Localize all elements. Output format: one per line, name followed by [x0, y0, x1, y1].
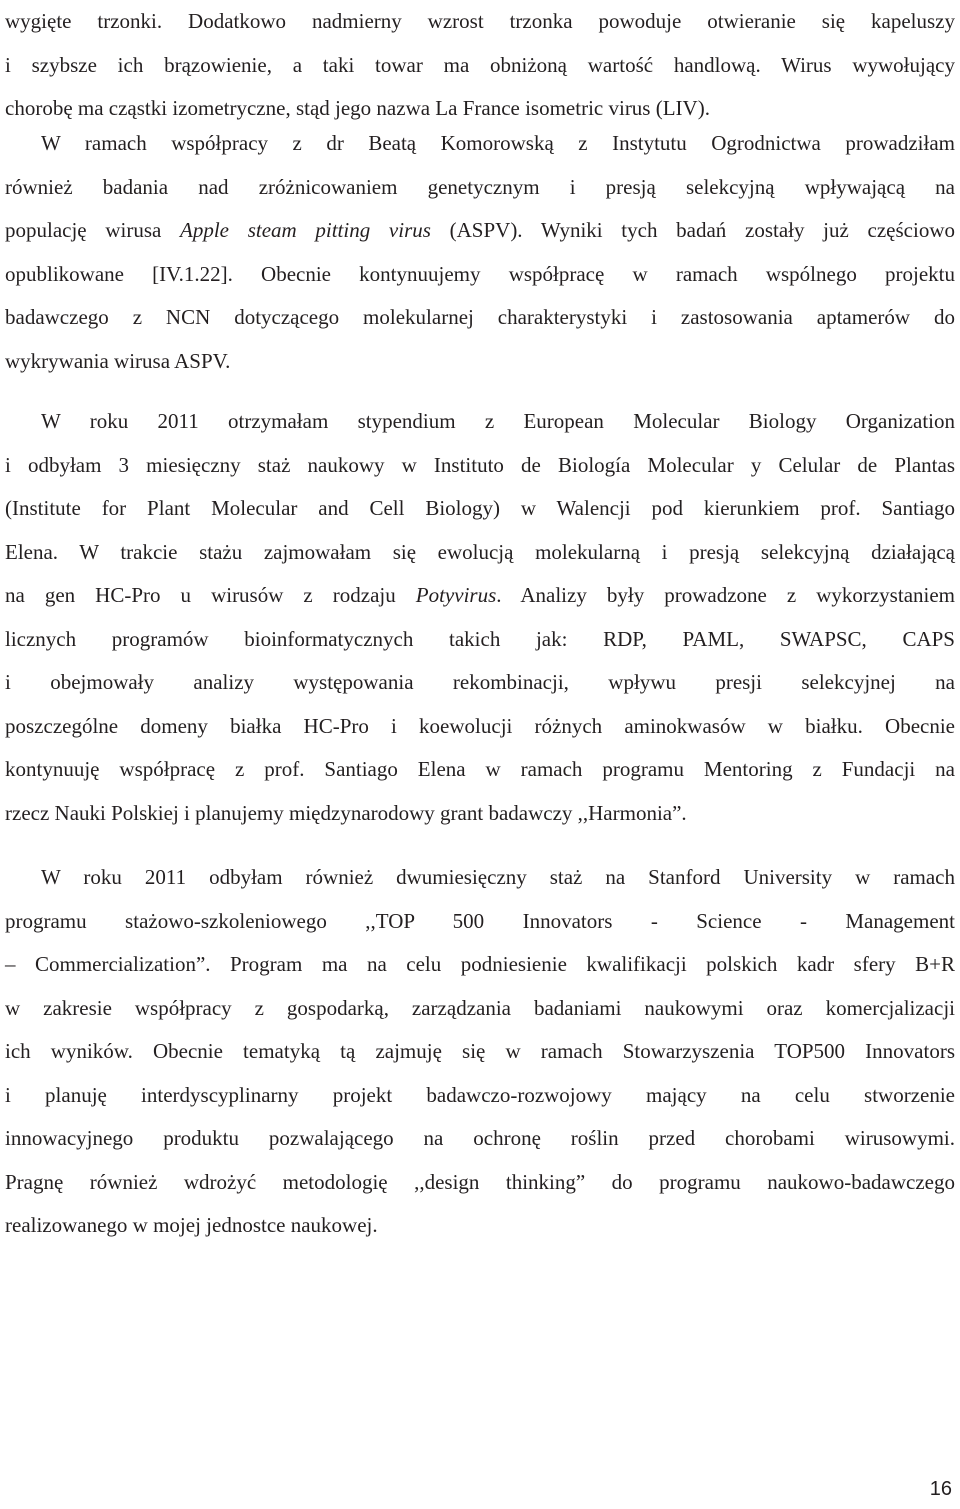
text-line: poszczególne domeny białka HC-Pro i koewolucji różnych aminokwasów w białku. Obecnie [5, 713, 955, 738]
text-line: realizowanego w mojej jednostce naukowej. [5, 1213, 378, 1237]
text-line: opublikowane [IV.1.22]. Obecnie kontynuujemy współpracę w ramach wspólnego projektu [5, 261, 955, 286]
text-line [5, 574, 955, 618]
paragraph-3 [5, 400, 955, 835]
text-line: W roku 2011 otrzymałam stypendium z European Molecular Biology Organization [41, 409, 955, 433]
text-line: i szybsze ich brązowienie, a taki towar ma obniżoną wartość handlową. Wirus wywołujący [5, 52, 955, 77]
text-line: Elena. W trakcie stażu zajmowałam się ewolucją molekularną i presją selekcyjną działającą [5, 539, 955, 564]
text-line: w zakresie współpracy z gospodarką, zarządzania badaniami naukowymi oraz komercjalizacji [5, 995, 955, 1020]
text-line: ich wyników. Obecnie tematyką tą zajmuję się w ramach Stowarzyszenia TOP500 Innovators [5, 1039, 955, 1063]
text-line: rzecz Nauki Polskiej i planujemy międzynarodowy grant badawczy ,,Harmonia”. [5, 800, 687, 825]
italic-term: Potyvirus [415, 583, 497, 607]
text-line: i odbyłam 3 miesięczny staż naukowy w Instituto de Biología Molecular y Celular de Plantas [5, 452, 955, 477]
text-line: programu stażowo-szkoleniowego ,,TOP 500 Innovators - Science - Management [5, 908, 955, 933]
paragraph-4 [5, 856, 955, 1248]
text-line: również badania nad zróżnicowaniem genetycznym i presją selekcyjną wpływającą na [5, 174, 955, 199]
text-line: licznych programów bioinformatycznych takich jak: RDP, PAML, SWAPSC, CAPS [5, 626, 955, 651]
text-line: Pragnę również wdrożyć metodologię ,,design thinking” do programu naukowo-badawczego [5, 1169, 955, 1194]
text-line: – Commercialization”. Program ma na celu podniesienie kwalifikacji polskich kadr sfery B+R [5, 952, 955, 976]
text-segment: . Analizy były prowadzone z wykorzystaniem [496, 583, 956, 607]
text-line: i planuję interdyscyplinarny projekt badawczo-rozwojowy mający na celu stworzenie [5, 1082, 955, 1107]
text-segment: na gen HC-Pro u wirusów z rodzaju [5, 583, 416, 607]
paragraph-2 [5, 122, 955, 383]
text-segment: (ASPV). Wyniki tych badań zostały już częściowo [430, 218, 955, 242]
text-line: i obejmowały analizy występowania rekombinacji, wpływu presji selekcyjnej na [5, 670, 955, 694]
text-line: badawczego z NCN dotyczącego molekularnej charakterystyki i zastosowania aptamerów do [5, 305, 955, 329]
text-line: (Institute for Plant Molecular and Cell Biology) w Walencji pod kierunkiem prof. Santiago [5, 496, 955, 520]
text-line [5, 209, 955, 253]
text-line: chorobę ma cząstki izometryczne, stąd jego nazwa La France isometric virus (LIV). [5, 96, 710, 120]
italic-term: Apple steam pitting virus [180, 218, 431, 242]
text-line: wykrywania wirusa ASPV. [5, 348, 231, 373]
text-line: W ramach współpracy z dr Beatą Komorowską z Instytutu Ogrodnictwa prowadziłam [41, 131, 955, 155]
page-number: 16 [929, 1478, 952, 1500]
text-line: wygięte trzonki. Dodatkowo nadmierny wzrost trzonka powoduje otwieranie się kapeluszy [5, 9, 955, 33]
paragraph-1 [5, 0, 955, 131]
text-line: kontynuuję współpracę z prof. Santiago Elena w ramach programu Mentoring z Fundacji na [5, 757, 955, 781]
text-line: W roku 2011 odbyłam również dwumiesięczny staż na Stanford University w ramach [41, 865, 955, 889]
text-line: innowacyjnego produktu pozwalającego na ochronę roślin przed chorobami wirusowymi. [5, 1126, 955, 1150]
text-segment: populację wirusa [5, 218, 181, 242]
